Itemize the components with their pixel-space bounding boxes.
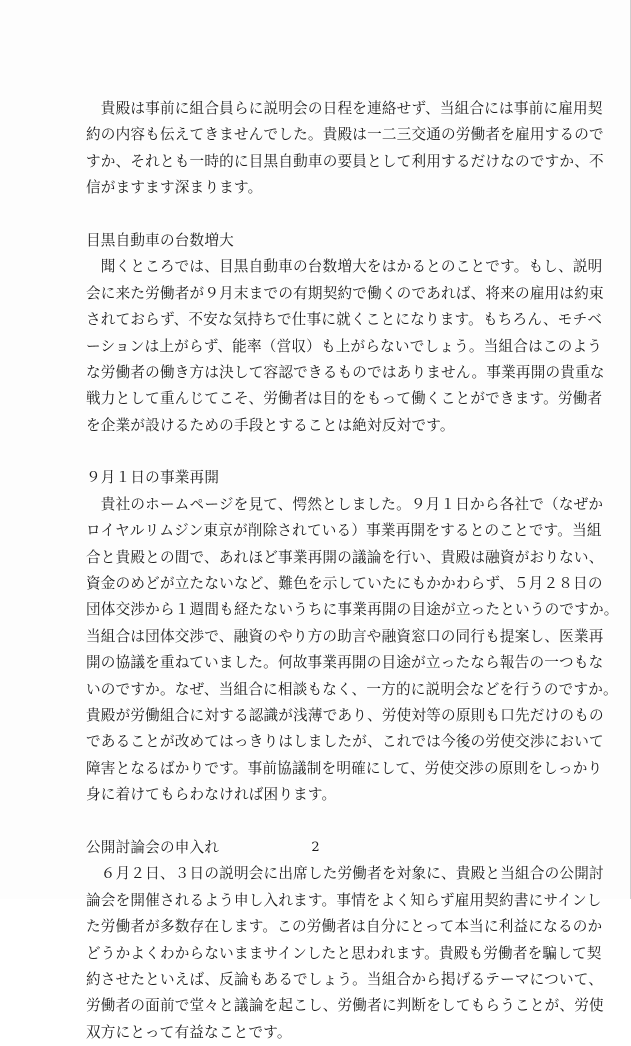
body-line: ーションは上がらず、能率（営収）も上がらないでしょう。当組合はこのよう: [86, 337, 603, 355]
body-line: どうかよくわからないままサインしたと思われます。貴殿も労働者を騙して契: [86, 944, 602, 962]
body-line: を企業が設けるための手段とすることは絶対反対です。: [86, 416, 455, 434]
body-line: 貴社のホームページを見て、愕然としました。９月１日から各社で（なぜか: [86, 495, 604, 513]
body-line: であることが改めてはっきりはしましたが、これでは今後の労使交渉において: [86, 733, 604, 751]
body-line: 聞くところでは、目黒自動車の台数増大をはかるとのことです。もし、説明: [86, 258, 603, 276]
section-heading: 目黒自動車の台数増大: [86, 231, 234, 249]
section-debate: [86, 835, 604, 1046]
page-number: 2: [311, 840, 320, 855]
body-line: 開の協議を重ねていました。何故事業再開の目途が立ったなら報告の一つもな: [86, 654, 604, 672]
body-line: ６月２日、３日の説明会に出席した労働者を対象に、貴殿と当組合の公開討: [86, 865, 604, 883]
body-line: 身に着けてもらわなければ困ります。: [86, 786, 337, 804]
body-line: 約させたといえば、反論もあるでしょう。当組合から掲げるテーマについて、: [86, 970, 604, 988]
paragraph-gap: [86, 809, 556, 835]
body-line: 会に来た労働者が９月末までの有期契約で働くのであれば、将来の雇用は約束: [86, 284, 604, 302]
body-line: 貴殿は事前に組合員らに説明会の日程を連絡せず、当組合には事前に雇用契: [86, 100, 603, 117]
section-fleet: [86, 228, 605, 439]
section-resume: [86, 465, 619, 808]
body-line: 貴殿が労働組合に対する認識が浅薄であり、労使対等の原則も口先だけのもの: [86, 706, 604, 724]
section-intro: [86, 96, 604, 202]
section-heading: 公開討論会の申入れ: [86, 838, 220, 856]
body-line: た労働者が多数存在します。この労働者は自分にとって本当に利益になるのか: [86, 918, 603, 936]
body-line: 資金のめどが立たないなど、難色を示していたにもかかわらず、５月２８日の: [86, 575, 603, 593]
body-line: 団体交渉から１週間も経たないうちに事業再開の目途が立ったというのですか。: [86, 601, 619, 619]
body-line: すか、それとも一時的に目黒自動車の要員として利用するだけなのですか、不: [86, 152, 604, 170]
body-line: 双方にとって有益なことです。: [86, 1023, 292, 1041]
body-line: ロイヤルリムジン東京が削除されている）事業再開をするとのことです。当組: [86, 522, 602, 540]
body-line: 労働者の面前で堂々と議論を起こし、労働者に判断をしてもらうことが、労使: [86, 997, 604, 1015]
body-line: 戦力として重んじてこそ、労働者は目的をもって働くことができます。労働者: [86, 390, 603, 408]
body-line: 障害となるばかりです。事前協議制を明確にして、労使交渉の原則をしっかり: [86, 759, 603, 777]
body-line: 当組合は団体交渉で、融資のやり方の助言や融資窓口の同行も提案し、医業再: [86, 627, 604, 645]
body-line: 論会を開催されるよう申し入れます。事情をよく知らず雇用契約書にサインし: [86, 891, 602, 909]
body-line: いのですか。なぜ、当組合に相談もなく、一方的に説明会などを行うのですか。: [86, 680, 618, 698]
document-body: [86, 96, 619, 1046]
body-line: 信がますます深まります。: [86, 179, 263, 197]
body-line: な労働者の働き方は決して容認できるものではありません。事業再開の貴重な: [86, 363, 605, 381]
body-line: されておらず、不安な気持ちで仕事に就くことになります。もちろん、モチベ: [86, 311, 603, 329]
body-line: 約の内容も伝えてきませんでした。貴殿は一二三交通の労働者を雇用するので: [86, 126, 604, 144]
body-line: 合と貴殿との間で、あれほど事業再開の議論を行い、貴殿は融資がおりない、: [86, 548, 604, 566]
paragraph-gap: [86, 439, 556, 465]
paragraph-gap: [86, 202, 556, 228]
section-heading: ９月１日の事業再開: [86, 469, 220, 487]
